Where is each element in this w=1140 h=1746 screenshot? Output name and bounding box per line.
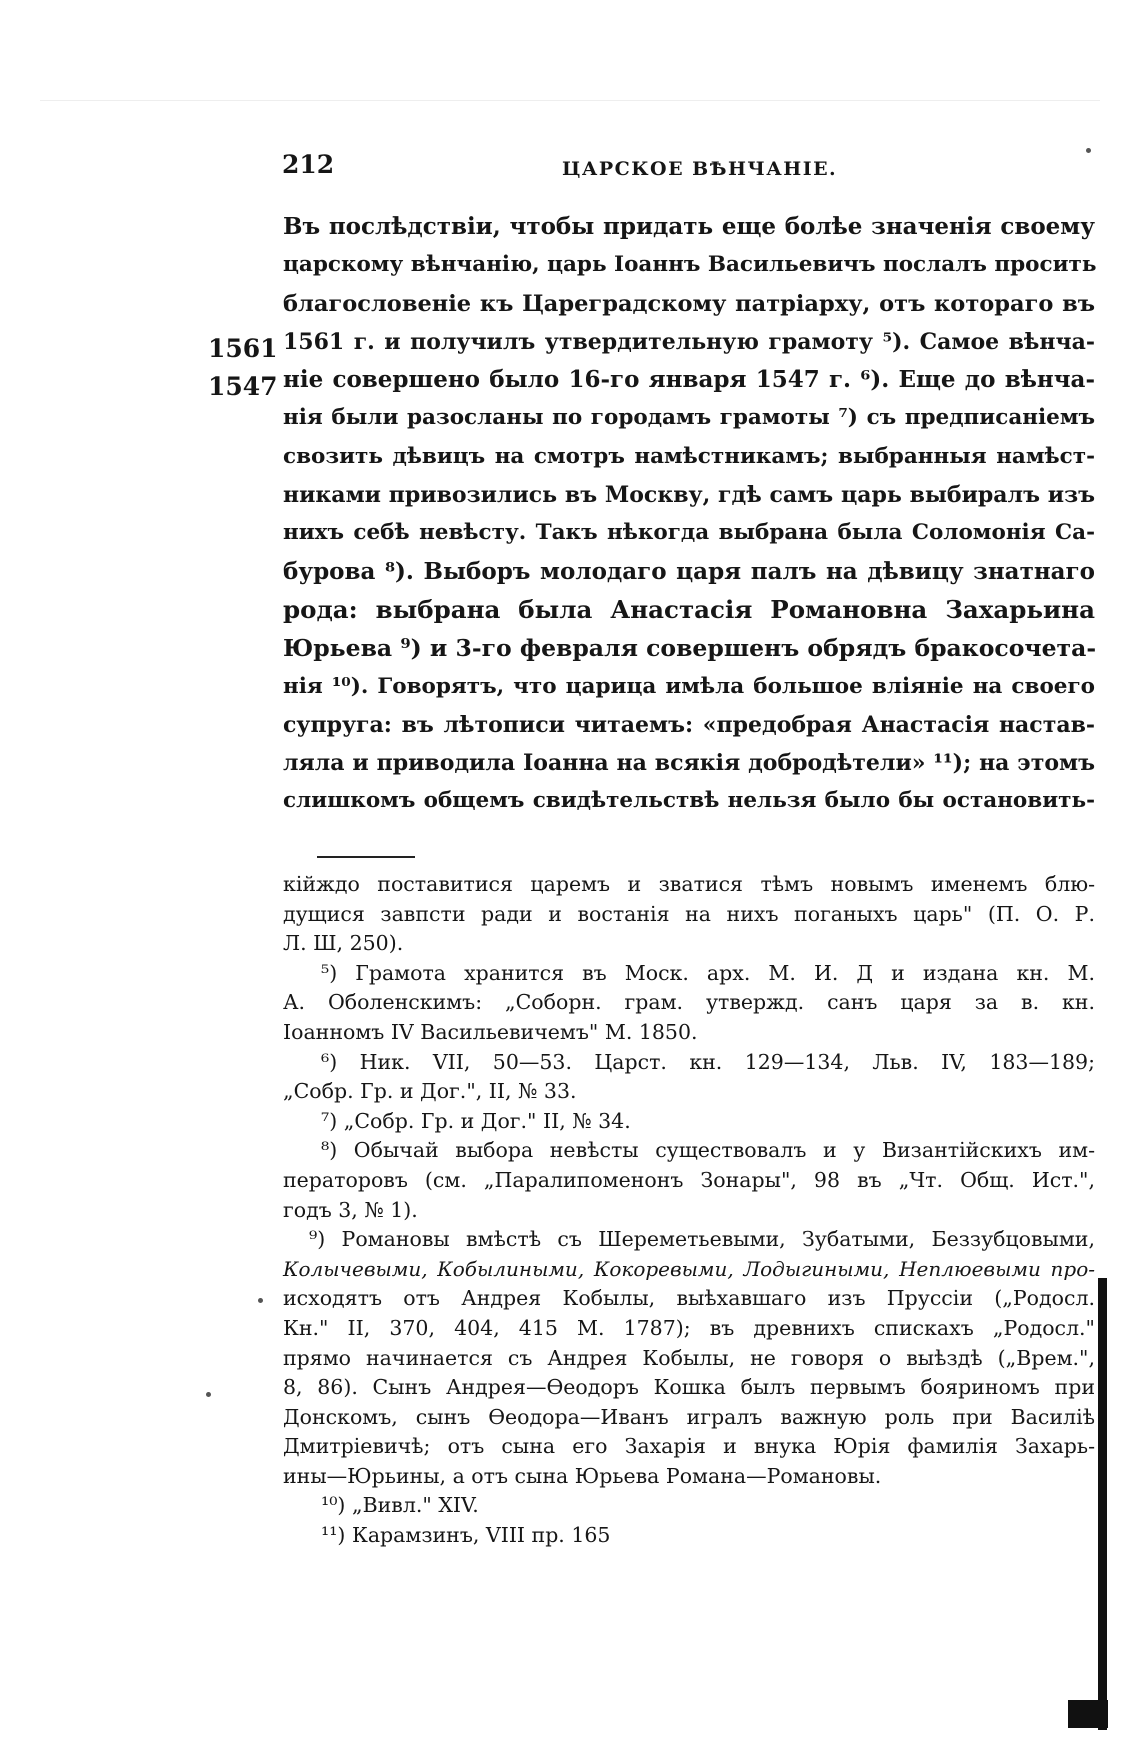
text-line: Въ послѣдствіи, чтобы придать еще болѣе значенія своему xyxy=(283,213,1095,240)
footnote-8: ⁸) Обычай выбора невѣсты существовалъ и у Византійскихъ им- xyxy=(321,1138,1095,1163)
margin-year-1547: 1547 xyxy=(208,372,278,401)
footnote-10: ¹⁰) „Вивл." XIV. xyxy=(321,1493,479,1518)
footnote-line: Колычевыми, Кобылиными, Кокоревыми, Лодыгиными, Неплюевыми про- xyxy=(283,1256,1095,1281)
footnote-5: ⁵) Грамота хранится въ Моск. арх. М. И. Д и издана кн. М. xyxy=(321,960,1095,985)
text-line: Юрьева ⁹) и 3-го февраля совершенъ обрядъ бракосочета- xyxy=(283,634,1097,663)
text-line: царскому вѣнчанію, царь Іоаннъ Васильевичъ послалъ просить xyxy=(283,252,1097,278)
scan-speck xyxy=(258,1298,263,1303)
text-line: рода: выбрана была Анастасія Романовна Захарьина xyxy=(283,594,1095,624)
scan-edge-bar xyxy=(1098,1278,1107,1730)
text-line: благословеніе къ Цареградскому патріарху, отъ котораго въ xyxy=(283,290,1095,317)
text-line: нія ¹⁰). Говорятъ, что царица имѣла большое вліяніе на своего xyxy=(283,673,1095,699)
footnote-line: исходятъ отъ Андрея Кобылы, выѣхавшаго изъ Пруссіи („Родосл. xyxy=(283,1286,1095,1311)
page-number: 212 xyxy=(282,150,335,179)
text-line: нихъ себѣ невѣсту. Такъ нѣкогда выбрана была Соломонія Са- xyxy=(283,520,1095,546)
footnote-line: кійждо поставитися царемъ и зватися тѣмъ новымъ именемъ блю- xyxy=(283,872,1095,896)
main-text xyxy=(283,208,1095,821)
text-line: ніе совершено было 16-го января 1547 г. ⁶). Еще до вѣнча- xyxy=(283,366,1095,394)
scan-speck xyxy=(1086,148,1091,153)
footnote-line: 8, 86). Сынъ Андрея—Өеодоръ Кошка былъ первымъ бояриномъ при xyxy=(283,1375,1095,1400)
scan-speck xyxy=(206,1392,211,1397)
running-title: ЦАРСКОЕ ВѢНЧАНІЕ. xyxy=(562,158,838,180)
footnote-line: Іоанномъ IV Васильевичемъ" М. 1850. xyxy=(283,1019,698,1044)
footnote-line: прямо начинается съ Андрея Кобылы, не говоря о выѣздѣ („Врем.", xyxy=(283,1345,1095,1370)
footnote-7: ⁷) „Собр. Гр. и Дог." II, № 34. xyxy=(321,1108,631,1133)
footnote-line: А. Оболенскимъ: „Соборн. грам. утвержд. санъ царя за в. кн. xyxy=(283,990,1095,1015)
footnote-line: Донскомъ, сынъ Өеодора—Иванъ игралъ важную роль при Василіѣ xyxy=(283,1404,1095,1429)
text-line: супруга: въ лѣтописи читаемъ: «предобрая Анастасія настав- xyxy=(283,711,1095,738)
text-line: нія были разосланы по городамъ грамоты ⁷) съ предписаніемъ xyxy=(283,405,1095,431)
scan-edge-mark xyxy=(1068,1700,1108,1728)
margin-year-1561: 1561 xyxy=(208,334,278,363)
text-line: ляла и приводила Іоанна на всякія добродѣтели» ¹¹); на этомъ xyxy=(283,750,1095,777)
footnote-11: ¹¹) Карамзинъ, VIII пр. 165 xyxy=(321,1523,611,1548)
footnote-line: ины—Юрьины, а отъ сына Юрьева Романа—Романовы. xyxy=(283,1463,882,1488)
scan-edge xyxy=(40,100,1100,101)
footnote-line: дущися завпсти ради и востанія на нихъ поганыхъ царь" (П. О. Р. xyxy=(283,901,1095,926)
footnote-line: „Собр. Гр. и Дог.", II, № 33. xyxy=(283,1079,577,1104)
footnote-line: Л. Ш, 250). xyxy=(283,931,404,956)
footnotes xyxy=(283,870,1095,1551)
footnote-line: Дмитріевичѣ; отъ сына его Захарія и внука Юрія фамилія Захарь- xyxy=(283,1434,1095,1459)
text-line: никами привозились въ Москву, гдѣ самъ царь выбиралъ изъ xyxy=(283,482,1095,509)
footnote-rule xyxy=(317,856,415,858)
text-line: слишкомъ общемъ свидѣтельствѣ нельзя было бы остановить- xyxy=(283,788,1095,814)
footnote-line: ператоровъ (см. „Паралипоменонъ Зонары", 98 въ „Чт. Общ. Ист.", xyxy=(283,1167,1095,1192)
text-line: бурова ⁸). Выборъ молодаго царя палъ на дѣвицу знатнаго xyxy=(283,557,1095,585)
footnote-6: ⁶) Ник. VII, 50—53. Царст. кн. 129—134, Льв. IV, 183—189; xyxy=(321,1049,1095,1074)
text-line: свозить дѣвицъ на смотръ намѣстникамъ; выбранныя намѣст- xyxy=(283,443,1095,469)
footnote-line: годъ 3, № 1). xyxy=(283,1197,418,1222)
text-line: 1561 г. и получилъ утвердительную грамоту ⁵). Самое вѣнча- xyxy=(283,328,1095,355)
footnote-9: ⁹) Романовы вмѣстѣ съ Шереметьевыми, Зубатыми, Беззубцовыми, xyxy=(309,1227,1095,1252)
footnote-line: Кн." II, 370, 404, 415 М. 1787); въ древнихъ спискахъ „Родосл." xyxy=(283,1315,1095,1340)
